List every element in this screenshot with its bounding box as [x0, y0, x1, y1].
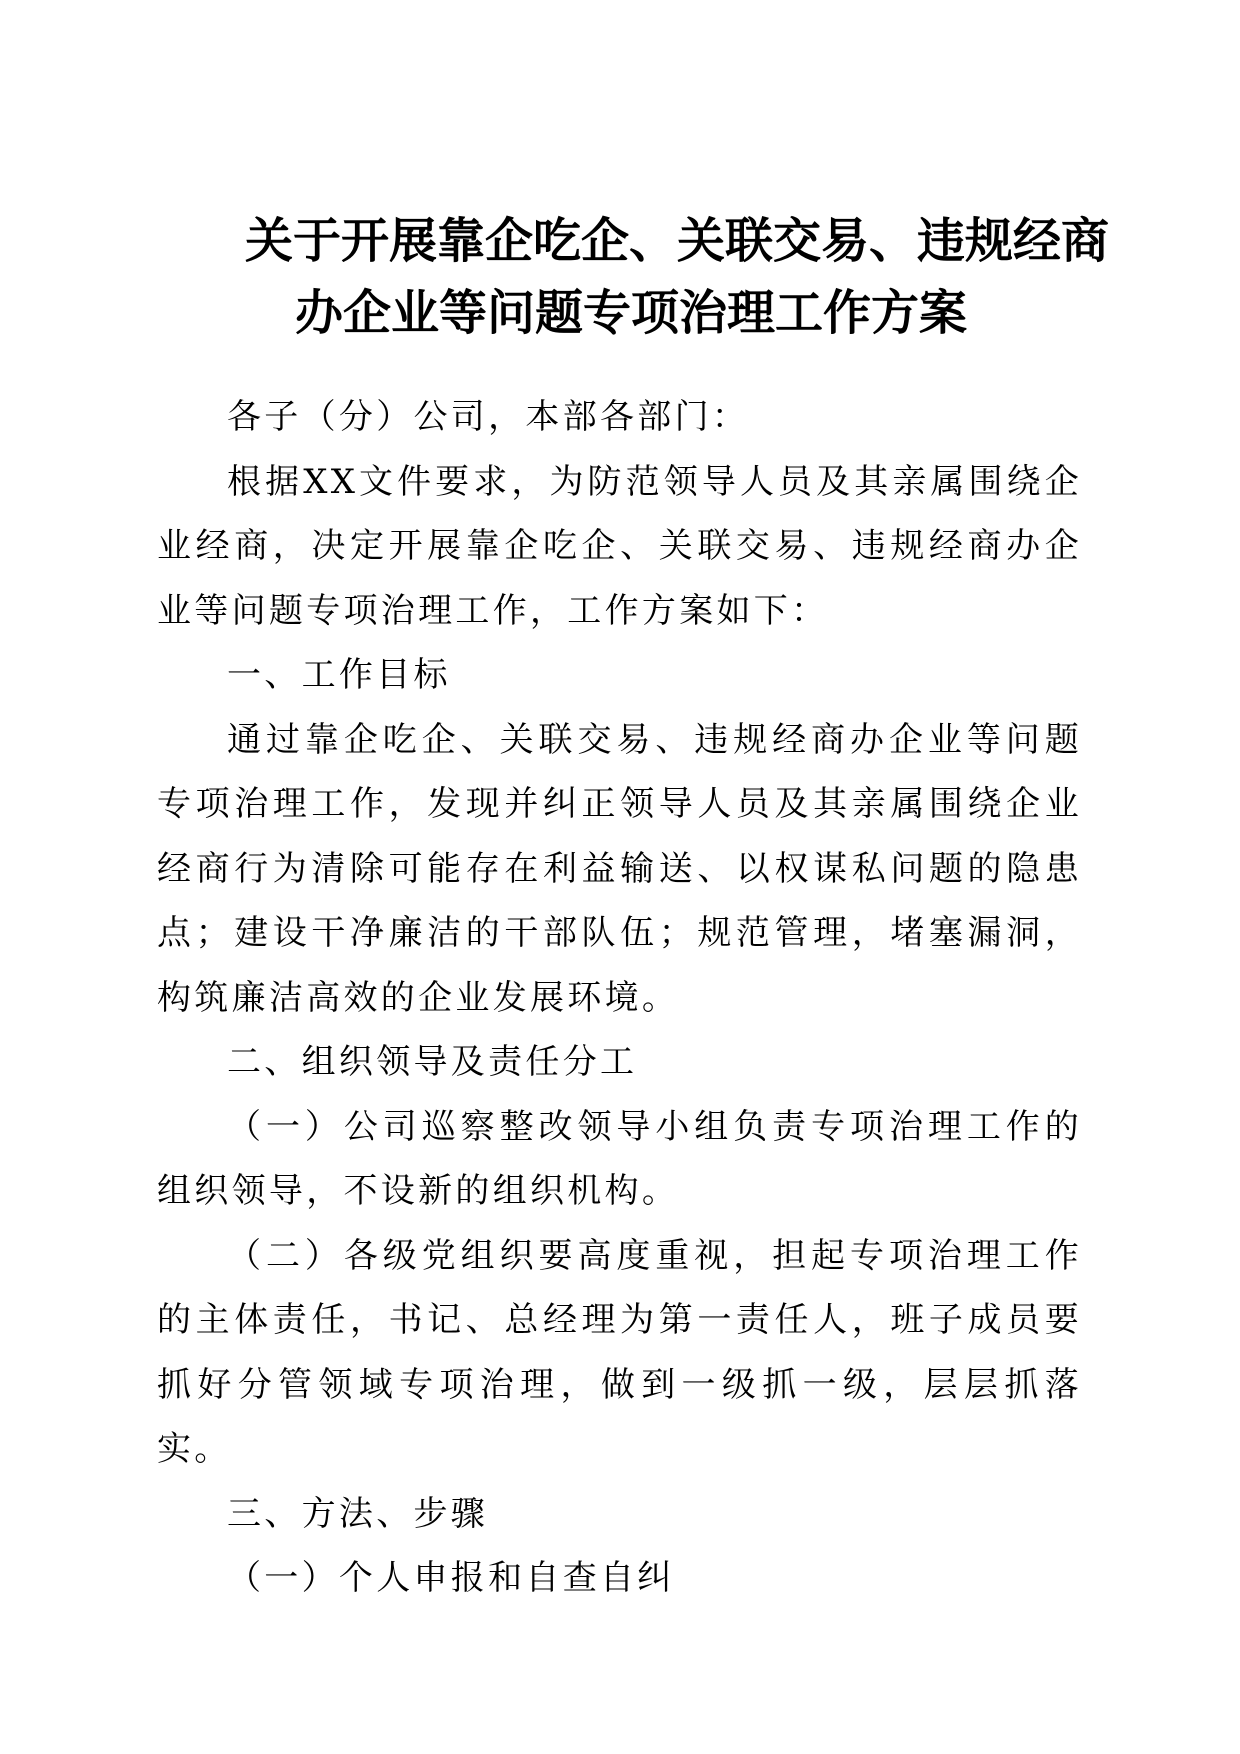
title-line-2: 办企业等问题专项治理工作方案: [295, 285, 968, 341]
section-heading-methods: 三、方法、步骤: [227, 1493, 489, 1534]
section-heading-organization: 二、组织领导及责任分工: [227, 1042, 638, 1082]
title-line-1: 关于开展靠企吃企、关联交易、违规经商: [245, 213, 1110, 269]
salutation: 各子（分）公司，本部各部门：: [227, 397, 750, 437]
goals-paragraph: 通过靠企吃企、关联交易、违规经商办企业等问题专项治理工作，发现并纠正领导人员及其亲属围绕企业经商行为清除可能存在利益输送、以权谋私问题的隐患点；建设干净廉洁的干部队伍；规范管理，堵塞漏洞，构筑廉洁高效的企业发展环境。: [157, 719, 1082, 1018]
document-title: [0, 205, 1240, 349]
document-body: [157, 385, 1082, 1611]
intro-paragraph: 根据XX文件要求，为防范领导人员及其亲属围绕企业经商，决定开展靠企吃企、关联交易、违规经商办企业等问题专项治理工作，工作方案如下：: [157, 461, 1082, 631]
organization-item-2: （二）各级党组织要高度重视，担起专项治理工作的主体责任，书记、总经理为第一责任人，班子成员要抓好分管领域专项治理，做到一级抓一级，层层抓落实。: [157, 1235, 1082, 1469]
organization-item-1: （一）公司巡察整改领导小组负责专项治理工作的组织领导，不设新的组织机构。: [157, 1106, 1082, 1211]
section-heading-goals: 一、工作目标: [227, 655, 451, 695]
methods-item-1: （一）个人申报和自查自纠: [227, 1558, 675, 1598]
